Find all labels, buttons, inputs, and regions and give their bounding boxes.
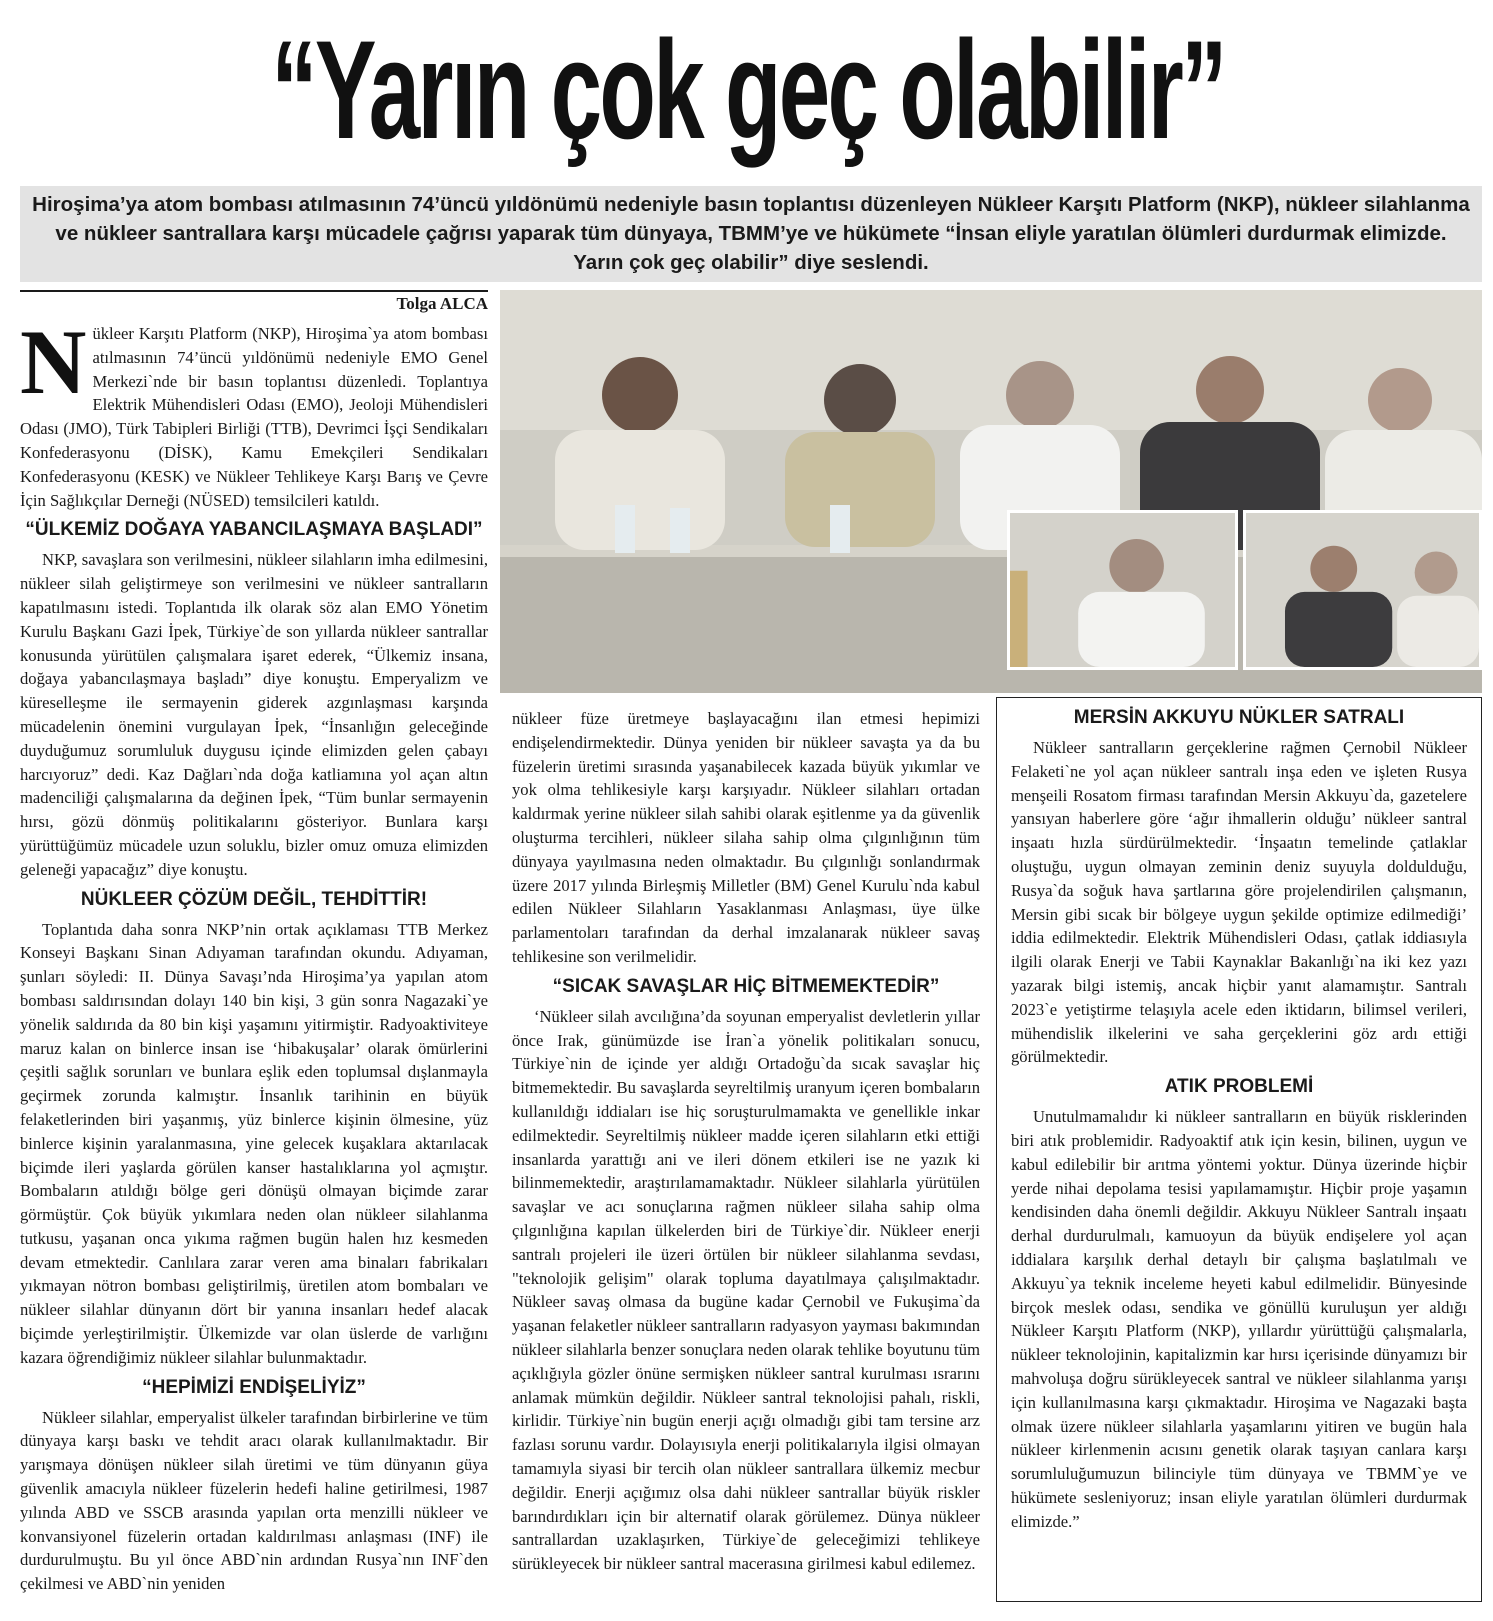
paragraph: Toplantıda daha sonra NKP’nin ortak açıklaması TTB Merkez Konseyi Başkanı Sinan Adıyaman tarafından okundu. Adıyaman, şunları söyledi: II. Dünya Savaşı’nda Hiroşima’ya yapılan atom bombası saldırısından dolayı 140 bin kişi, 3 gün sonra Nagazaki`ye yönelik saldırıda da 80 bin kişi yaşamını yitirmiştir. Radyoaktiviteye maruz kalan on binlerce insan ise ‘hibakuşalar’ olarak ömürlerini çeşitli sağlık sorunları ve bunlara eşlik eden toplumsal dışlanmayla geçirmek zorunda kalmıştır. İnsanlık tarihinin en büyük felaketlerinden biri yaşanmış, yüz binlerce kişinin ölmesine, yüz binlerce kişinin yaralanmasına, yine gelecek kuşaklara aktarılacak biçimde ileri yaşlarda görülen kanser hastalıklarına yol açmıştır. Bombaların atıldığı bölge geri dönüşü olmayan biçimde zarar görmüştür. Çok büyük yıkımlara neden olan nükleer silahlanma tutkusu, yaşanan onca yıkıma rağmen bugün halen hız kesmeden devam etmektedir. Canlılara zarar veren ama binaları fabrikaları yıkmayan nötron bombası geliştirilmiş, üretilen atom bombaları ve nükleer silahlar dünyanın dört bir yanına insanları hedef alacak biçimde yerleştirilmiştir. Ülkemizde var olan üslerde de varlığını kazara öğrendiğimiz nükleer silahlar bulunmaktadır.	[20, 919, 488, 1367]
byline: Tolga ALCA	[396, 294, 488, 313]
column-2	[512, 707, 980, 1576]
subhead-hepimizi: “HEPİMİZİ ENDİŞELİYİZ”	[142, 1376, 366, 1398]
akkuyu-box	[996, 697, 1482, 1602]
paragraph: Nükleer santralların gerçeklerine rağmen Çernobil Nükleer Felaketi`ne yol açan nükleer santralı inşa eden ve işleten Rusya menşeili Rosatom firması tarafından Mersin Akkuyu`da, gazetelere yansıyan haberlere göre ‘ağır ihmallerin olduğu’ nükleer santral inşaatı hızla sürdürülmektedir. ‘İnşaatın temelinde çatlaklar oluştuğu, uygun olmayan zeminin deniz suyuyla doldulduğu, Rusya`da soğuk hava şartlarına göre projelendirilen çalışmanın, Mersin gibi sıcak bir bölgeye uygun şekilde optimize edilmediği’ iddia edilmektedir. Elektrik Mühendisleri Odası, çatlak iddiasıyla ilgili olarak Enerji ve Tabii Kaynaklar Bakanlığı`na iki kez yazı yazarak bilgi istemiş, ancak hiçbir yanıt alamamıştır. Santralı 2023`e yetiştirme telaşıyla acele eden iktidarın, bilimsel verileri, mühendislik ilkelerini ve saha gerçeklerini göz ardı ettiği görülmektedir.	[1011, 738, 1467, 1067]
column-1	[20, 311, 488, 1596]
paragraph: NKP, savaşlara son verilmesini, nükleer silahların imha edilmesini, nükleer silah geliştirmeye son verilmesini ve nükleer santralların kapatılmasını istedi. Toplantıda ilk olarak söz alan EMO Yönetim Kurulu Başkanı Gazi İpek, Türkiye`de son yıllarda nükleer santrallar konusunda yürütülen çalışmalara işaret ederek, “Ülkemiz insana, doğaya yabancılaşmaya başladı” diye konuştu. Emperyalizm ve küreselleşme ile sermayenin giderek azgınlaşması karşında mücadelenin önemini vurgulayan İpek, “İnsanlığın geleceğinde duyduğumuz sorumluluk duygusu içinde elimizden gelen çabayı harcıyoruz” dedi. Kaz Dağları`nda doğa katliamına yol açan altın madenciliği çalışmalarına da değinen İpek, “Tüm bunlar sermayenin hırsı, gözü dönmüş politikalarını gösteriyor. Bunlara karşı yürüttüğümüz mücadele uzun soluklu, bizler omuz omuza elimizden geleneği yapacağız” diye konuştu.	[20, 550, 488, 879]
headline: “Yarın çok geç olabilir”	[271, 11, 1225, 168]
lead-summary: Hiroşima’ya atom bombası atılmasının 74’üncü yıldönümü nedeniyle basın toplantısı düzenleyen Nükleer Karşıtı Platform (NKP), nükleer silahlanma ve nükleer santrallara karşı mücadele çağrısı yaparak tüm dünyaya, TBMM’ye ve hükümete “İnsan eliyle yaratılan ölümleri durdurmak elimizde. Yarın çok geç olabilir” diye seslendi.	[20, 186, 1482, 282]
subhead-ulkemiz: “ÜLKEMİZ DOĞAYA YABANCILAŞMAYA BAŞLADI”	[25, 519, 483, 541]
paragraph: Nükleer silahlar, emperyalist ülkeler tarafından birbirlerine ve tüm dünyaya karşı baskı ve tehdit aracı olarak kullanılmaktadır. Bir yarışmaya dönüşen nükleer silah üretimi ve tüm dünyanın güya güvenlik amacıyla nükleer füzelerin hedefi haline getirilmesi, 1987 yılında ABD ve SSCB arasında yapılan orta menzilli nükleer ve konvansiyonel füzelerin ortadan kaldırılması anlaşması (INF) ile durdurulmuştu. Bu yıl önce ABD`nin ardından Rusya`nın INF`den çekilmesi ve ABD`nin yeniden	[20, 1407, 488, 1594]
subhead-atik-problemi: ATIK PROBLEMİ	[1164, 1076, 1314, 1098]
inset-photo-right	[1243, 510, 1482, 670]
inset-photo-left	[1007, 510, 1238, 670]
paragraph: Unutulmamalıdır ki nükleer santralların en büyük risklerinden biri atık problemidir. Radyoaktif atık için kesin, bilinen, uygun ve kabul edilebilir bir arıtma yöntemi yoktur. Dünya üzerinde hiçbir yerde nihai depolama tesisi yapılamamıştır. Hiçbir proje yaşamın kendisinden daha önemli değildir. Akkuyu Nükleer Santralı inşaatı derhal durdurulmalı, kamuoyun da büyük endişelere yol açan iddialara karşılık derhal detaylı bir çalışma başlatılmalı ve Akkuyu`ya teknik inceleme heyeti kabul edilmelidir. Bünyesinde birçok meslek odası, sendika ve gönüllü kuruluşun yer aldığı Nükleer Karşıtı Platform (NKP), yıllardır yürüttüğü çalışmalarla, nükleer teknolojinin, kapitalizmin kar hırsı içerisinde dünyamızı bir mahvoluşa doğru sürükleyecek santral ve nükleer silahlanma yarışı için kullanılmasına karşı çıkmaktadır. Hiroşima ve Nagazaki başta olmak üzere nükleer silahlarla yaşamlarını yitiren ve bugün hala nükleer kirlenmenin acısını genetik olarak taşıyan canlara karşı sorumluluğumuzun bilinciyle tüm dünyaya ve TBMM`ye ve hükümete sesleniyoruz; insan eliyle yaratılan ölümleri durdurmak elimizde.”	[1011, 1107, 1467, 1531]
subhead-mersin-akkuyu: MERSİN AKKUYU NÜKLER SATRALI	[1073, 707, 1405, 728]
subhead-sicak-savaslar: “SICAK SAVAŞLAR HİÇ BİTMEMEKTEDİR”	[552, 975, 940, 997]
byline-divider	[20, 290, 488, 292]
drop-cap: N	[20, 311, 87, 413]
intro-paragraph: Nükleer Karşıtı Platform (NKP), Hiroşima`ya atom bombası atılmasının 74’üncü yıldönümü nedeniyle EMO Genel Merkezi`nde bir basın toplantısı düzenledi. Toplantıya Elektrik Mühendisleri Odası (EMO), Jeoloji Mühendisleri Odası (JMO), Türk Tabipleri Birliği (TTB), Devrimci İşçi Sendikaları Konfederasyonu (DİSK), Kamu Emekçileri Sendikaları Konfederasyonu (KESK) ve Nükleer Tehlikeye Karşı Barış ve Çevre İçin Sağlıkçılar Derneği (NÜSED) temsilcileri katıldı.	[20, 311, 488, 510]
column-3	[1011, 706, 1467, 1534]
subhead-nukleer-cozum: NÜKLEER ÇÖZÜM DEĞİL, TEHDİTTİR!	[80, 888, 428, 910]
paragraph: nükleer füze üretmeye başlayacağını ilan etmesi hepimizi endişelendirmektedir. Dünya yeniden bir nükleer savaşta ya da bu füzelerin üretimi sırasında yaşanabilecek kazada büyük yıkımlar ve yok olma tehlikesiyle karşı karşıyadır. Nükleer silahları ortadan kaldırmak yerine nükleer silah sahibi olarak eşitlenme ya da güvenlik oluşturma tercihleri, nükleer silaha sahip olma çılgınlığının tüm dünyaya yayılmasına neden olmaktadır. Bu çılgınlığı sonlandırmak üzere 2017 yılında Birleşmiş Milletler (BM) Genel Kurulu`nda kabul edilen Nükleer Silahların Yasaklanması Anlaşması, üye ülke parlamentoları tarafından da derhal imzalanarak nükleer savaş tehlikesine son verilmelidir.	[512, 709, 980, 966]
paragraph: ‘Nükleer silah avcılığına’da soyunan emperyalist devletlerin yıllar önce Irak, günümüzde ise İran`a yönelik politikaları sonucu, Türkiye`nin de içinde yer aldığı Ortadoğu`da sıcak savaşlar hiç bitmemektedir. Bu savaşlarda seyreltilmiş uranyum içeren bombaların kullanıldığı iddiaları ise hiç soruşturulmamakta ve genellikle inkar edilmektedir. Seyreltilmiş nükleer madde içeren silahların etki ettiği insanlarda yarattığı ani ve ileri dönem etkileri ise ne yazık ki bilinmemektedir, araştırılamamaktadır. Nükleer silahlarla yürütülen savaşlar ve acı sonuçlarına rağmen nükleer silaha sahip olma çılgınlığına kapılan ülkelerden biri de Türkiye`dir. Nükleer enerji santralı projeleri ile üzeri örtülen bir nükleer silahlanma sevdası, "teknolojik gelişim" olarak topluma dayatılmaya çalışılmaktadır. Nükleer savaş olmasa da bugüne kadar Çernobil ve Fukuşima`da yaşanan felaketler nükleer santralların radyasyon yayması bakımından nükleer silahlarla benzer sonuçlara neden olarak tehlike boyutunu tüm açıklığıyla gözler önüne sermişken nükleer santral kurulması ısrarını anlamak mümkün değildir. Nükleer santral teknolojisi pahalı, riskli, kirlidir. Türkiye`nin bugün enerji açığı olmadığı gibi tam tersine arz fazlası sorunu vardır. Dolayısıyla enerji politikalarıyla ilgisi olmayan tamamıyla siyasi bir tercih olan nükleer santrallara ülkemiz mecbur değildir. Enerji açığımız olsa dahi nükleer santrallar büyük riskler barındırdıkları için bir alternatif olarak görülemez. Dünya nükleer santrallardan uzaklaşırken, Türkiye`de geleceğimizi tehlikeye sürükleyecek bir nükleer santral macerasına girilmesi kabul edilemez.	[512, 1006, 980, 1574]
